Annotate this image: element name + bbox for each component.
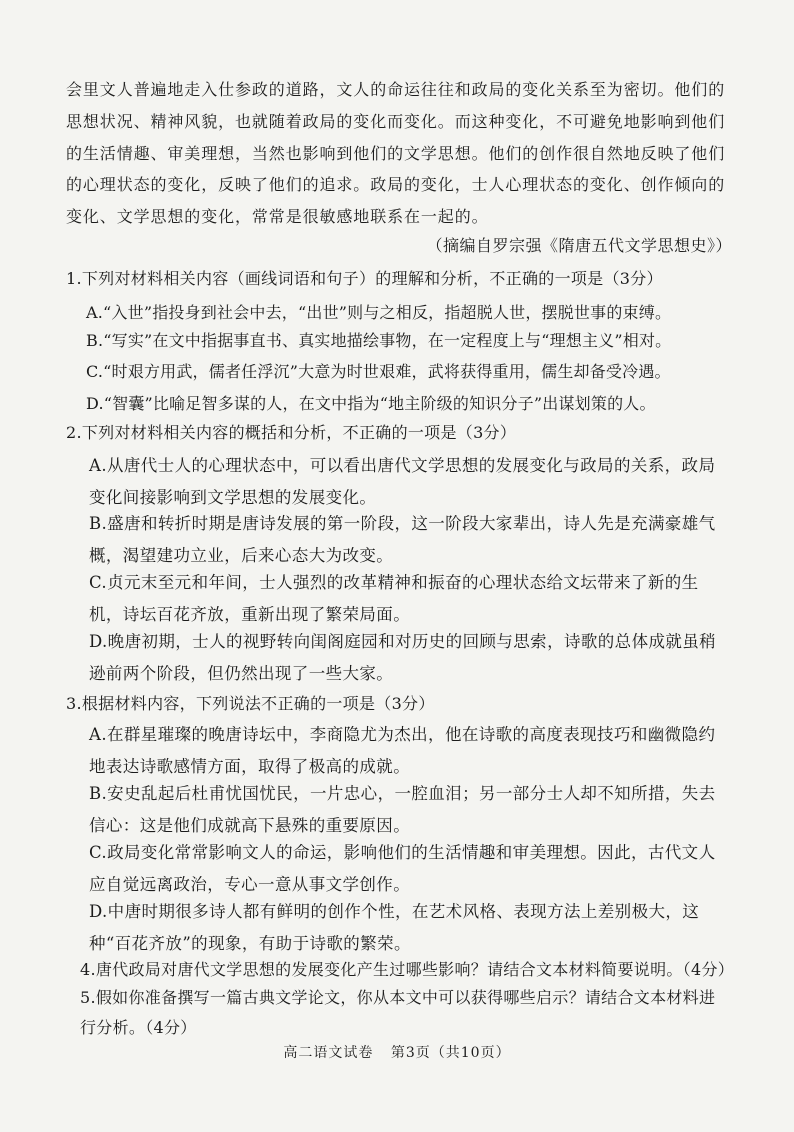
question-2-stem: 2.下列对材料相关内容的概括和分析，不正确的一项是（3分） — [66, 423, 517, 442]
question-3-option-c: C.政局变化常常影响文人的命运，影响他们的生活情趣和审美理想。因此，古代文人应自觉远离政治，专心一意从事文学创作。 — [89, 843, 716, 894]
question-2-option-a: A.从唐代士人的心理状态中，可以看出唐代文学思想的发展变化与政局的关系，政局变化间接影响到文学思想的发展变化。 — [89, 456, 716, 507]
passage-source: （摘编自罗宗强《隋唐五代文学思想史》） — [426, 236, 732, 255]
page-footer — [0, 1042, 794, 1062]
question-1-option-c: C.“时艰方用武，儒者任浮沉”大意为时世艰难，武将获得重用，儒生却备受冷遇。 — [86, 362, 671, 381]
question-2-option-b: B.盛唐和转折时期是唐诗发展的第一阶段，这一阶段大家辈出，诗人先是充满豪雄气概，渴望建功立业，后来心态大为改变。 — [89, 514, 716, 565]
question-1-stem: 1.下列对材料相关内容（画线词语和句子）的理解和分析，不正确的一项是（3分） — [66, 269, 663, 288]
footer-exam-title: 高二语文试卷 — [283, 1045, 374, 1061]
question-3-option-b: B.安史乱起后杜甫忧国忧民，一片忠心，一腔血泪；另一部分士人却不知所措，失去信心：这是他们成就高下悬殊的重要原因。 — [89, 784, 716, 835]
question-4-stem: 4.唐代政局对唐代文学思想的发展变化产生过哪些影响？请结合文本材料简要说明。（4分） — [80, 960, 735, 979]
footer-page-number: 第3页（共10页） — [390, 1045, 511, 1061]
question-3-stem: 3.根据材料内容，下列说法不正确的一项是（3分） — [66, 694, 435, 713]
question-1-option-a: A.“入世”指投身到社会中去，“出世”则与之相反，指超脱人世，摆脱世事的束缚。 — [86, 303, 672, 322]
question-3-option-d: D.中唐时期很多诗人都有鲜明的创作个性，在艺术风格、表现方法上差别极大，这种“百花齐放”的现象，有助于诗歌的繁荣。 — [89, 902, 700, 953]
question-3-option-a: A.在群星璀璨的晚唐诗坛中，李商隐尤为杰出，他在诗歌的高度表现技巧和幽微隐约地表达诗歌感情方面，取得了极高的成就。 — [89, 725, 716, 776]
passage-paragraph: 会里文人普遍地走入仕参政的道路，文人的命运往往和政局的变化关系至为密切。他们的思想状况、精神风貌，也就随着政局的变化而变化。而这种变化，不可避免地影响到他们的生活情趣、审美理想，当然也影响到他们的文学思想。他们的创作很自然地反映了他们的心理状态的变化，反映了他们的追求。政局的变化，士人心理状态的变化、创作倾向的变化、文学思想的变化，常常是很敏感地联系在一起的。 — [66, 80, 726, 227]
question-2-option-d: D.晚唐初期，士人的视野转向闺阁庭园和对历史的回顾与思索，诗歌的总体成就虽稍逊前两个阶段，但仍然出现了一些大家。 — [89, 632, 717, 683]
question-5-stem: 5.假如你准备撰写一篇古典文学论文，你从本文中可以获得哪些启示？请结合文本材料进行分析。（4分） — [80, 988, 716, 1037]
question-1-option-b: B.“写实”在文中指据事直书、真实地描绘事物，在一定程度上与“理想主义”相对。 — [86, 331, 672, 350]
question-1-option-d: D.“智囊”比喻足智多谋的人，在文中指为“地主阶级的知识分子”出谋划策的人。 — [86, 394, 656, 413]
question-2-option-c: C.贞元末至元和年间，士人强烈的改革精神和振奋的心理状态给文坛带来了新的生机，诗坛百花齐放，重新出现了繁荣局面。 — [89, 573, 699, 624]
